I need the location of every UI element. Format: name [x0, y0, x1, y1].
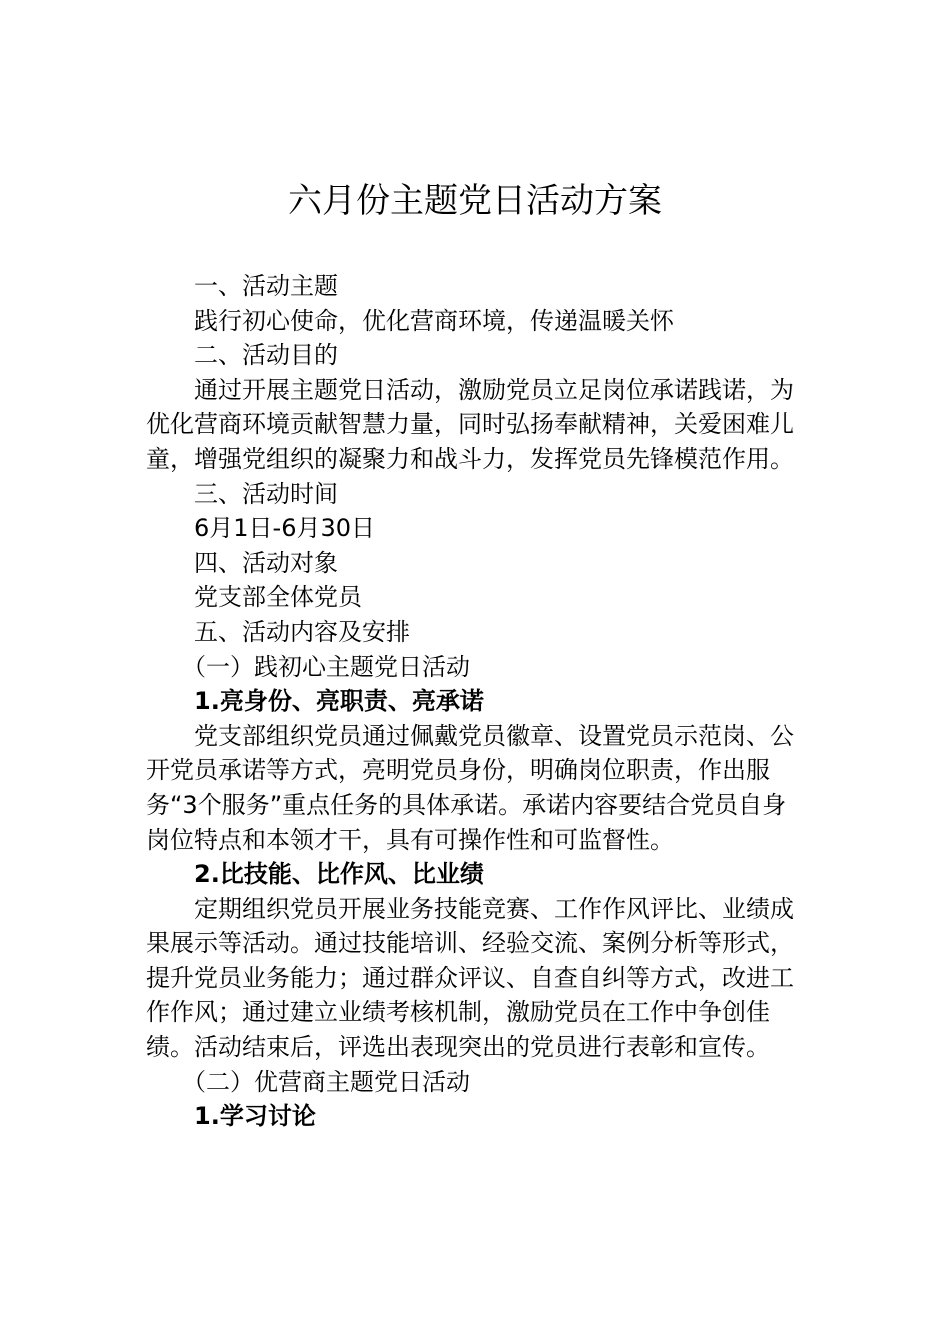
section-heading-content: 五、活动内容及安排 — [194, 617, 410, 646]
target-text: 党支部全体党员 — [194, 583, 362, 612]
theme-text: 践行初心使命，优化营商环境，传递温暖关怀 — [194, 306, 674, 335]
subsection-heading-1: （一）践初心主题党日活动 — [182, 652, 470, 681]
section-heading-target: 四、活动对象 — [194, 548, 338, 577]
document-title: 六月份主题党日活动方案 — [288, 181, 662, 221]
document-body — [146, 269, 810, 1134]
subsection-heading-2: （二）优营商主题党日活动 — [182, 1067, 470, 1096]
section-heading-purpose: 二、活动目的 — [194, 341, 338, 370]
item-text-1-1: 党支部组织党员通过佩戴党员徽章、设置党员示范岗、公开党员承诺等方式，亮明党员身份，明确岗位职责，作出服务“3个服务”重点任务的具体承诺。承诺内容要结合党员自身岗位特点和本领才干，具有可操作性和可监督性。 — [146, 721, 794, 854]
purpose-text: 通过开展主题党日活动，激励党员立足岗位承诺践诺，为优化营商环境贡献智慧力量，同时弘扬奉献精神，关爱困难儿童，增强党组织的凝聚力和战斗力，发挥党员先锋模范作用。 — [146, 375, 794, 473]
time-text: 6月1日-6月30日 — [194, 514, 376, 543]
item-text-1-2: 定期组织党员开展业务技能竞赛、工作作风评比、业绩成果展示等活动。通过技能培训、经验交流、案例分析等形式，提升党员业务能力；通过群众评议、自查自纠等方式，改进工作作风；通过建立业绩考核机制，激励党员在工作中争创佳绩。活动结束后，评选出表现突出的党员进行表彰和宣传。 — [146, 894, 794, 1062]
item-heading-2-1: 1.学习讨论 — [194, 1102, 316, 1131]
section-heading-theme: 一、活动主题 — [194, 272, 338, 300]
item-heading-1-2: 2.比技能、比作风、比业绩 — [194, 860, 484, 889]
item-heading-1-1: 1.亮身份、亮职责、亮承诺 — [194, 687, 484, 716]
section-heading-time: 三、活动时间 — [194, 479, 338, 508]
